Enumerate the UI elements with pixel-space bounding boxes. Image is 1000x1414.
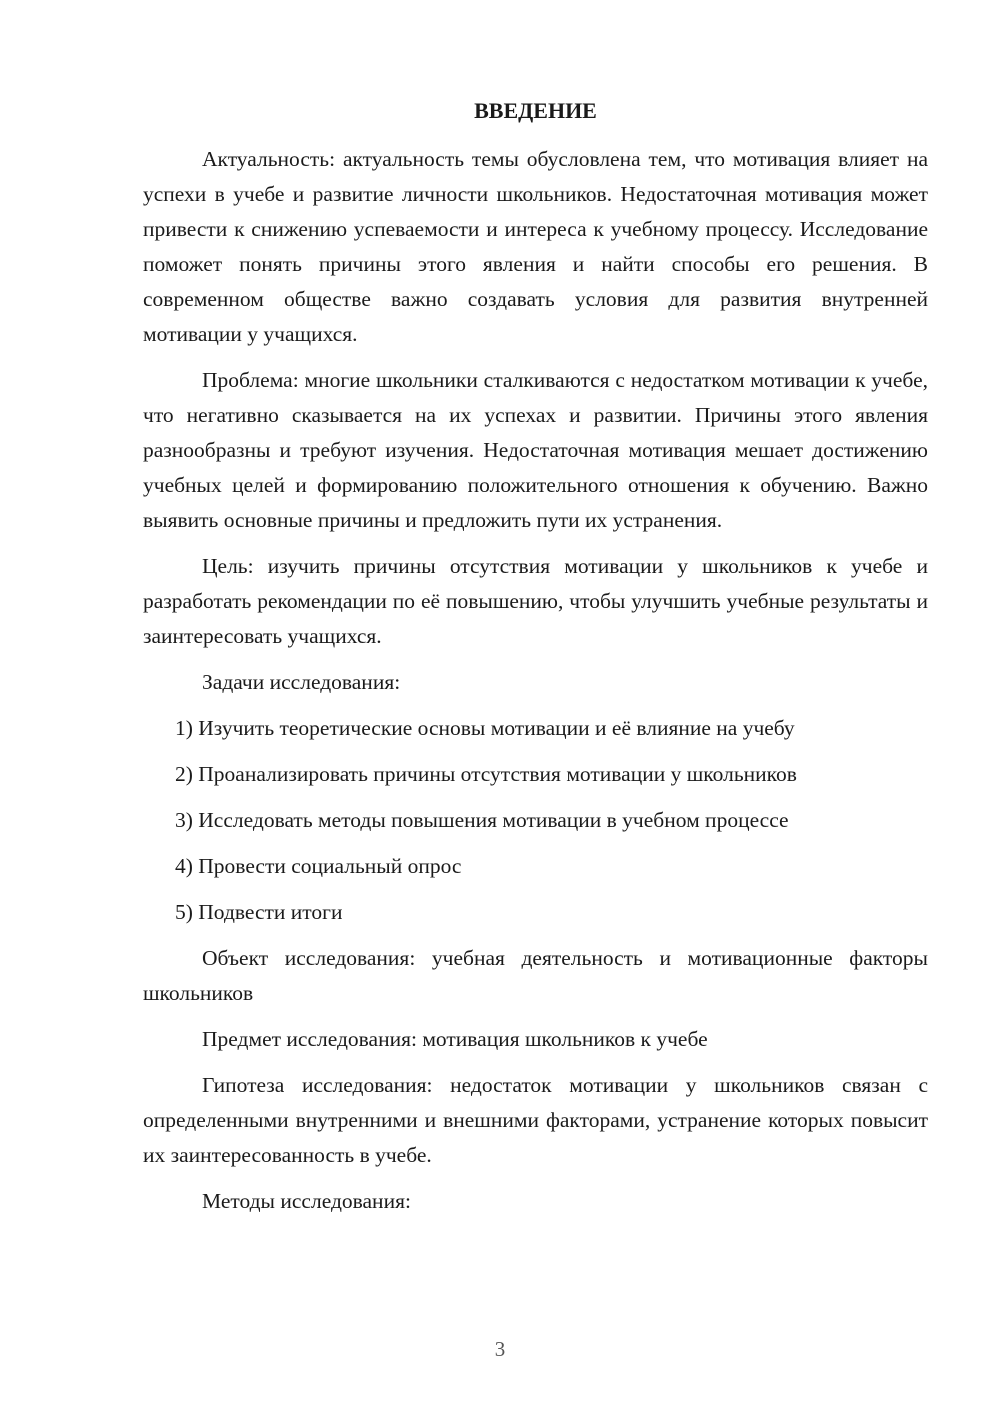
goal-paragraph: Цель: изучить причины отсутствия мотивации у школьников к учебе и разработать рекомендации по её повышению, чтобы улучшить учебные результаты и заинтересовать учащихся. xyxy=(143,554,928,648)
task-item-1: 1) Изучить теоретические основы мотивации и её влияние на учебу xyxy=(175,716,795,740)
tasks-heading: Задачи исследования: xyxy=(202,670,401,694)
page-title: ВВЕДЕНИЕ xyxy=(474,98,597,123)
subject-paragraph: Предмет исследования: мотивация школьников к учебе xyxy=(202,1027,708,1051)
task-item-2: 2) Проанализировать причины отсутствия мотивации у школьников xyxy=(175,762,797,786)
task-item-5: 5) Подвести итоги xyxy=(175,900,343,924)
document-page xyxy=(143,0,928,1414)
methods-heading: Методы исследования: xyxy=(202,1189,411,1213)
document-body xyxy=(143,142,928,1219)
task-item-3: 3) Исследовать методы повышения мотивации в учебном процессе xyxy=(175,808,789,832)
task-item-4: 4) Провести социальный опрос xyxy=(175,854,462,878)
problem-paragraph: Проблема: многие школьники сталкиваются с недостатком мотивации к учебе, что негативно сказывается на их успехах и развитии. Причины этого явления разнообразны и требуют изучения. Недостаточная мотивация мешает достижению учебных целей и формированию положительного отношения к обучению. Важно выявить основные причины и предложить пути их устранения. xyxy=(143,368,928,532)
object-paragraph: Объект исследования: учебная деятельность и мотивационные факторы школьников xyxy=(143,946,928,1005)
hypothesis-paragraph: Гипотеза исследования: недостаток мотивации у школьников связан с определенными внутренними и внешними факторами, устранение которых повысит их заинтересованность в учебе. xyxy=(143,1073,928,1167)
page-number: 3 xyxy=(494,1337,506,1361)
relevance-paragraph: Актуальность: актуальность темы обусловлена тем, что мотивация влияет на успехи в учебе и развитие личности школьников. Недостаточная мотивация может привести к снижению успеваемости и интереса к учебному процессу. Исследование поможет понять причины этого явления и найти способы его решения. В современном обществе важно создавать условия для развития внутренней мотивации у учащихся. xyxy=(143,147,928,346)
